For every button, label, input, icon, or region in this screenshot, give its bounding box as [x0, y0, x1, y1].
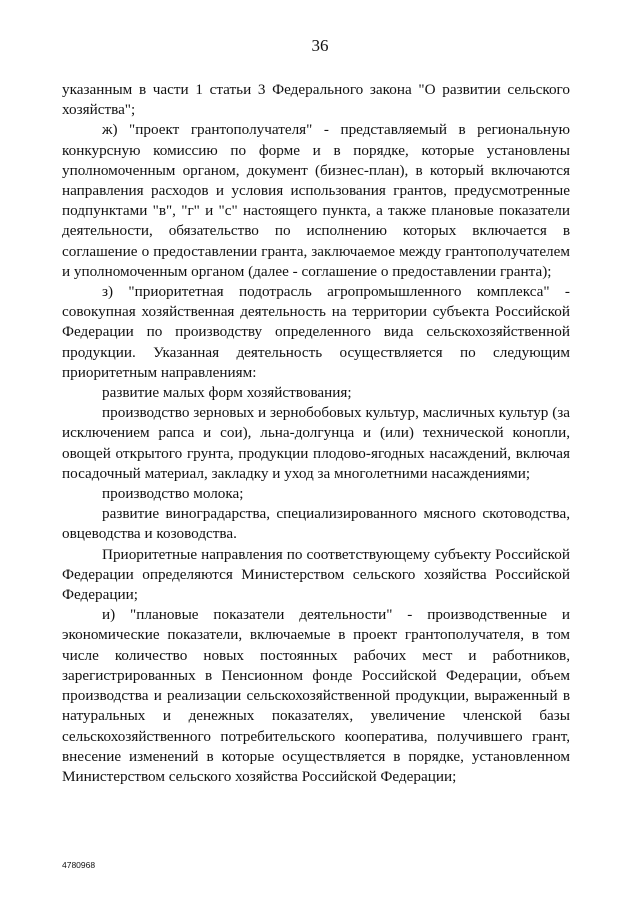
paragraph: развитие малых форм хозяйствования; — [102, 384, 352, 402]
paragraph: производство молока; — [102, 485, 244, 503]
page-number: 36 — [311, 36, 329, 55]
paragraph: развитие виноградарства, специализированного мясного скотоводства, овцеводства и козоводства. — [62, 505, 570, 543]
document-code: 4780968 — [62, 860, 96, 870]
paragraph: указанным в части 1 статьи 3 Федерального закона "О развитии сельского хозяйства"; — [62, 81, 570, 119]
paragraph: ж) "проект грантополучателя" - представляемый в региональную конкурсную комиссию по форме и в порядке, которые установлены уполномоченным органом, документ (бизнес-план), в который включаются направления расходов и условия использования грантов, предусмотренные подпунктами "в", "г" и "с" настоящего пункта, а также плановые показатели деятельности, обязательство по исполнению которых включается в соглашение о предоставлении гранта, заключаемое между грантополучателем и уполномоченным органом (далее - соглашение о предоставлении гранта); — [62, 121, 570, 280]
document-body — [62, 80, 570, 787]
paragraph: Приоритетные направления по соответствующему субъекту Российской Федерации определяются Министерством сельского хозяйства Российской Федерации; — [62, 545, 570, 604]
paragraph: и) "плановые показатели деятельности" - производственные и экономические показатели, включаемые в проект грантополучателя, в том числе количество новых постоянных рабочих мест и работников, зарегистрированных в Пенсионном фонде Российской Федерации, объем производства и реализации сельскохозяйственной продукции, выраженный в натуральных и денежных показателях, увеличение членской базы сельскохозяйственного потребительского кооператива, получившего грант, внесение изменений в которые осуществляется в порядке, установленном Министерством сельского хозяйства Российской Федерации; — [62, 606, 570, 785]
paragraph: производство зерновых и зернобобовых культур, масличных культур (за исключением рапса и сои), льна-долгунца и (или) технической конопли, овощей открытого грунта, продукции плодово-ягодных насаждений, включая посадочный материал, закладку и уход за многолетними насаждениями; — [62, 404, 570, 482]
paragraph: з) "приоритетная подотрасль агропромышленного комплекса" - совокупная хозяйственная деятельность на территории субъекта Российской Федерации по производству определенного вида сельскохозяйственной продукции. Указанная деятельность осуществляется по следующим приоритетным направлениям: — [62, 283, 570, 381]
